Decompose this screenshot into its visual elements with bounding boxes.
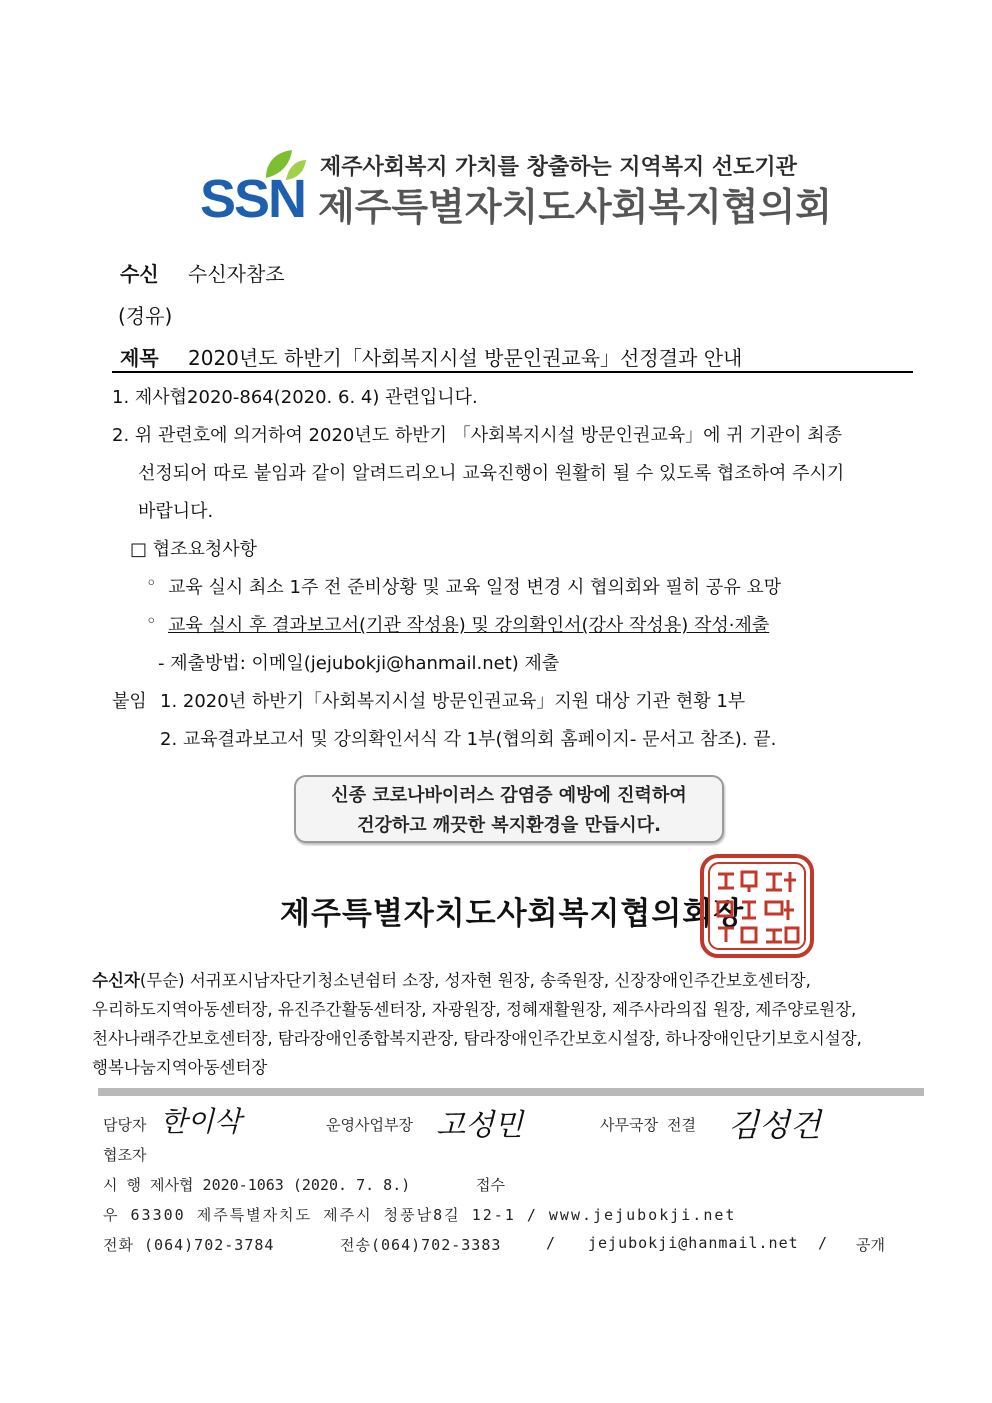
request-item-2-sub: - 제출방법: 이메일(jejubokji@hanmail.net) 제출 [158, 653, 560, 674]
recipient-line-4: 행복나눔지역아동센터장 [92, 1058, 268, 1077]
slash-separator-1: / [546, 1234, 556, 1252]
org-name: 제주특별자치도사회복지협의회 [318, 185, 832, 229]
org-slogan: 제주사회복지 가치를 창출하는 지역복지 선도기관 [320, 155, 797, 180]
slash-separator-2: / [818, 1234, 828, 1252]
request-bullet-1: ◦ [146, 573, 157, 594]
subject-value: 2020년도 하반기「사회복지시설 방문인권교육」선정결과 안내 [188, 346, 743, 370]
contact-email[interactable]: jejubokji@hanmail.net [588, 1234, 799, 1252]
covid-notice-line-1: 신종 코로나바이러스 감염증 예방에 진력하여 [331, 785, 687, 806]
paragraph-2-line-3: 바랍니다. [138, 501, 214, 522]
paragraph-2-line-1: 2. 위 관련호에 의거하여 2020년도 하반기 「사회복지시설 방문인권교육」에 귀 기관이 최종 [112, 425, 842, 446]
via-label: (경유) [118, 304, 173, 328]
recipient-label: 수신 [120, 262, 159, 286]
disclosure-status: 공개 [856, 1236, 885, 1254]
official-seal-icon [698, 852, 816, 960]
drafter-signature: 한이삭 [160, 1105, 242, 1138]
request-bullet-2: ◦ [146, 611, 157, 632]
recipient-list-label: 수신자 [92, 971, 140, 990]
covid-notice-box [294, 775, 724, 843]
dept-head-label: 운영사업부장 [326, 1116, 413, 1134]
attachment-2: 2. 교육결과보고서 및 강의확인서식 각 1부(협의회 홈페이지- 문서고 참조). 끝. [160, 729, 777, 750]
drafter-label: 담당자 [103, 1116, 147, 1134]
dept-head-signature: 고성민 [436, 1108, 523, 1143]
enforcement-info: 시 행 제사협 2020-1063 (2020. 7. 8.) [103, 1176, 411, 1194]
org-logo [200, 148, 318, 229]
recipient-line-3: 천사나래주간보호센터장, 탐라장애인종합복지관장, 탐라장애인주간보호시설장, 하나장애인단기보호시설장, [92, 1029, 862, 1048]
fax-number: 전송(064)702-3383 [340, 1236, 502, 1254]
address-line: 우 63300 제주특별자치도 제주시 청풍남8길 12-1 / www.jejubokji.net [103, 1206, 737, 1224]
paragraph-2-line-2: 선정되어 따로 붙임과 같이 알려드리오니 교육진행이 원활히 될 수 있도록 협조하여 주시기 [138, 463, 845, 484]
receipt-label: 접수 [476, 1176, 505, 1194]
chief-signature: 김성건 [728, 1106, 821, 1144]
request-item-2: 교육 실시 후 결과보고서(기관 작성용) 및 강의확인서(강사 작성용) 작성·제출 [168, 615, 770, 636]
recipient-list-note: (무순) [139, 971, 185, 990]
subject-label: 제목 [120, 346, 159, 370]
footer-divider [98, 1088, 924, 1096]
recipient-line-2: 우리하도지역아동센터장, 유진주간활동센터장, 자광원장, 정혜재활원장, 제주사라의집 원장, 제주양로원장, [92, 1000, 857, 1019]
recipient-list [92, 966, 924, 1082]
recipient-line-1-text: 서귀포시남자단기청소년쉼터 소장, 성자현 원장, 송죽원장, 신장장애인주간보호센터장, [189, 971, 811, 990]
request-heading: □ 협조요청사항 [130, 539, 258, 560]
phone-number: 전화 (064)702-3784 [103, 1236, 275, 1254]
chief-label: 사무국장 전결 [600, 1116, 696, 1134]
cooperator-label: 협조자 [103, 1146, 147, 1164]
sender-title: 제주특별자치도사회복지협의회장 [280, 896, 745, 932]
paragraph-1: 1. 제사협2020-864(2020. 6. 4) 관련입니다. [112, 387, 478, 408]
logo-text: SSN [200, 169, 306, 229]
recipient-line-1 [92, 966, 924, 995]
attachment-1: 1. 2020년 하반기「사회복지시설 방문인권교육」지원 대상 기관 현황 1부 [160, 691, 746, 712]
covid-notice-line-2: 건강하고 깨끗한 복지환경을 만듭시다. [357, 815, 661, 836]
recipient-value: 수신자참조 [188, 262, 285, 286]
subject-divider [112, 371, 913, 373]
attachment-label: 붙임 [112, 691, 147, 712]
request-item-1: 교육 실시 최소 1주 전 준비상황 및 교육 일정 변경 시 협의회와 필히 공유 요망 [168, 577, 782, 598]
